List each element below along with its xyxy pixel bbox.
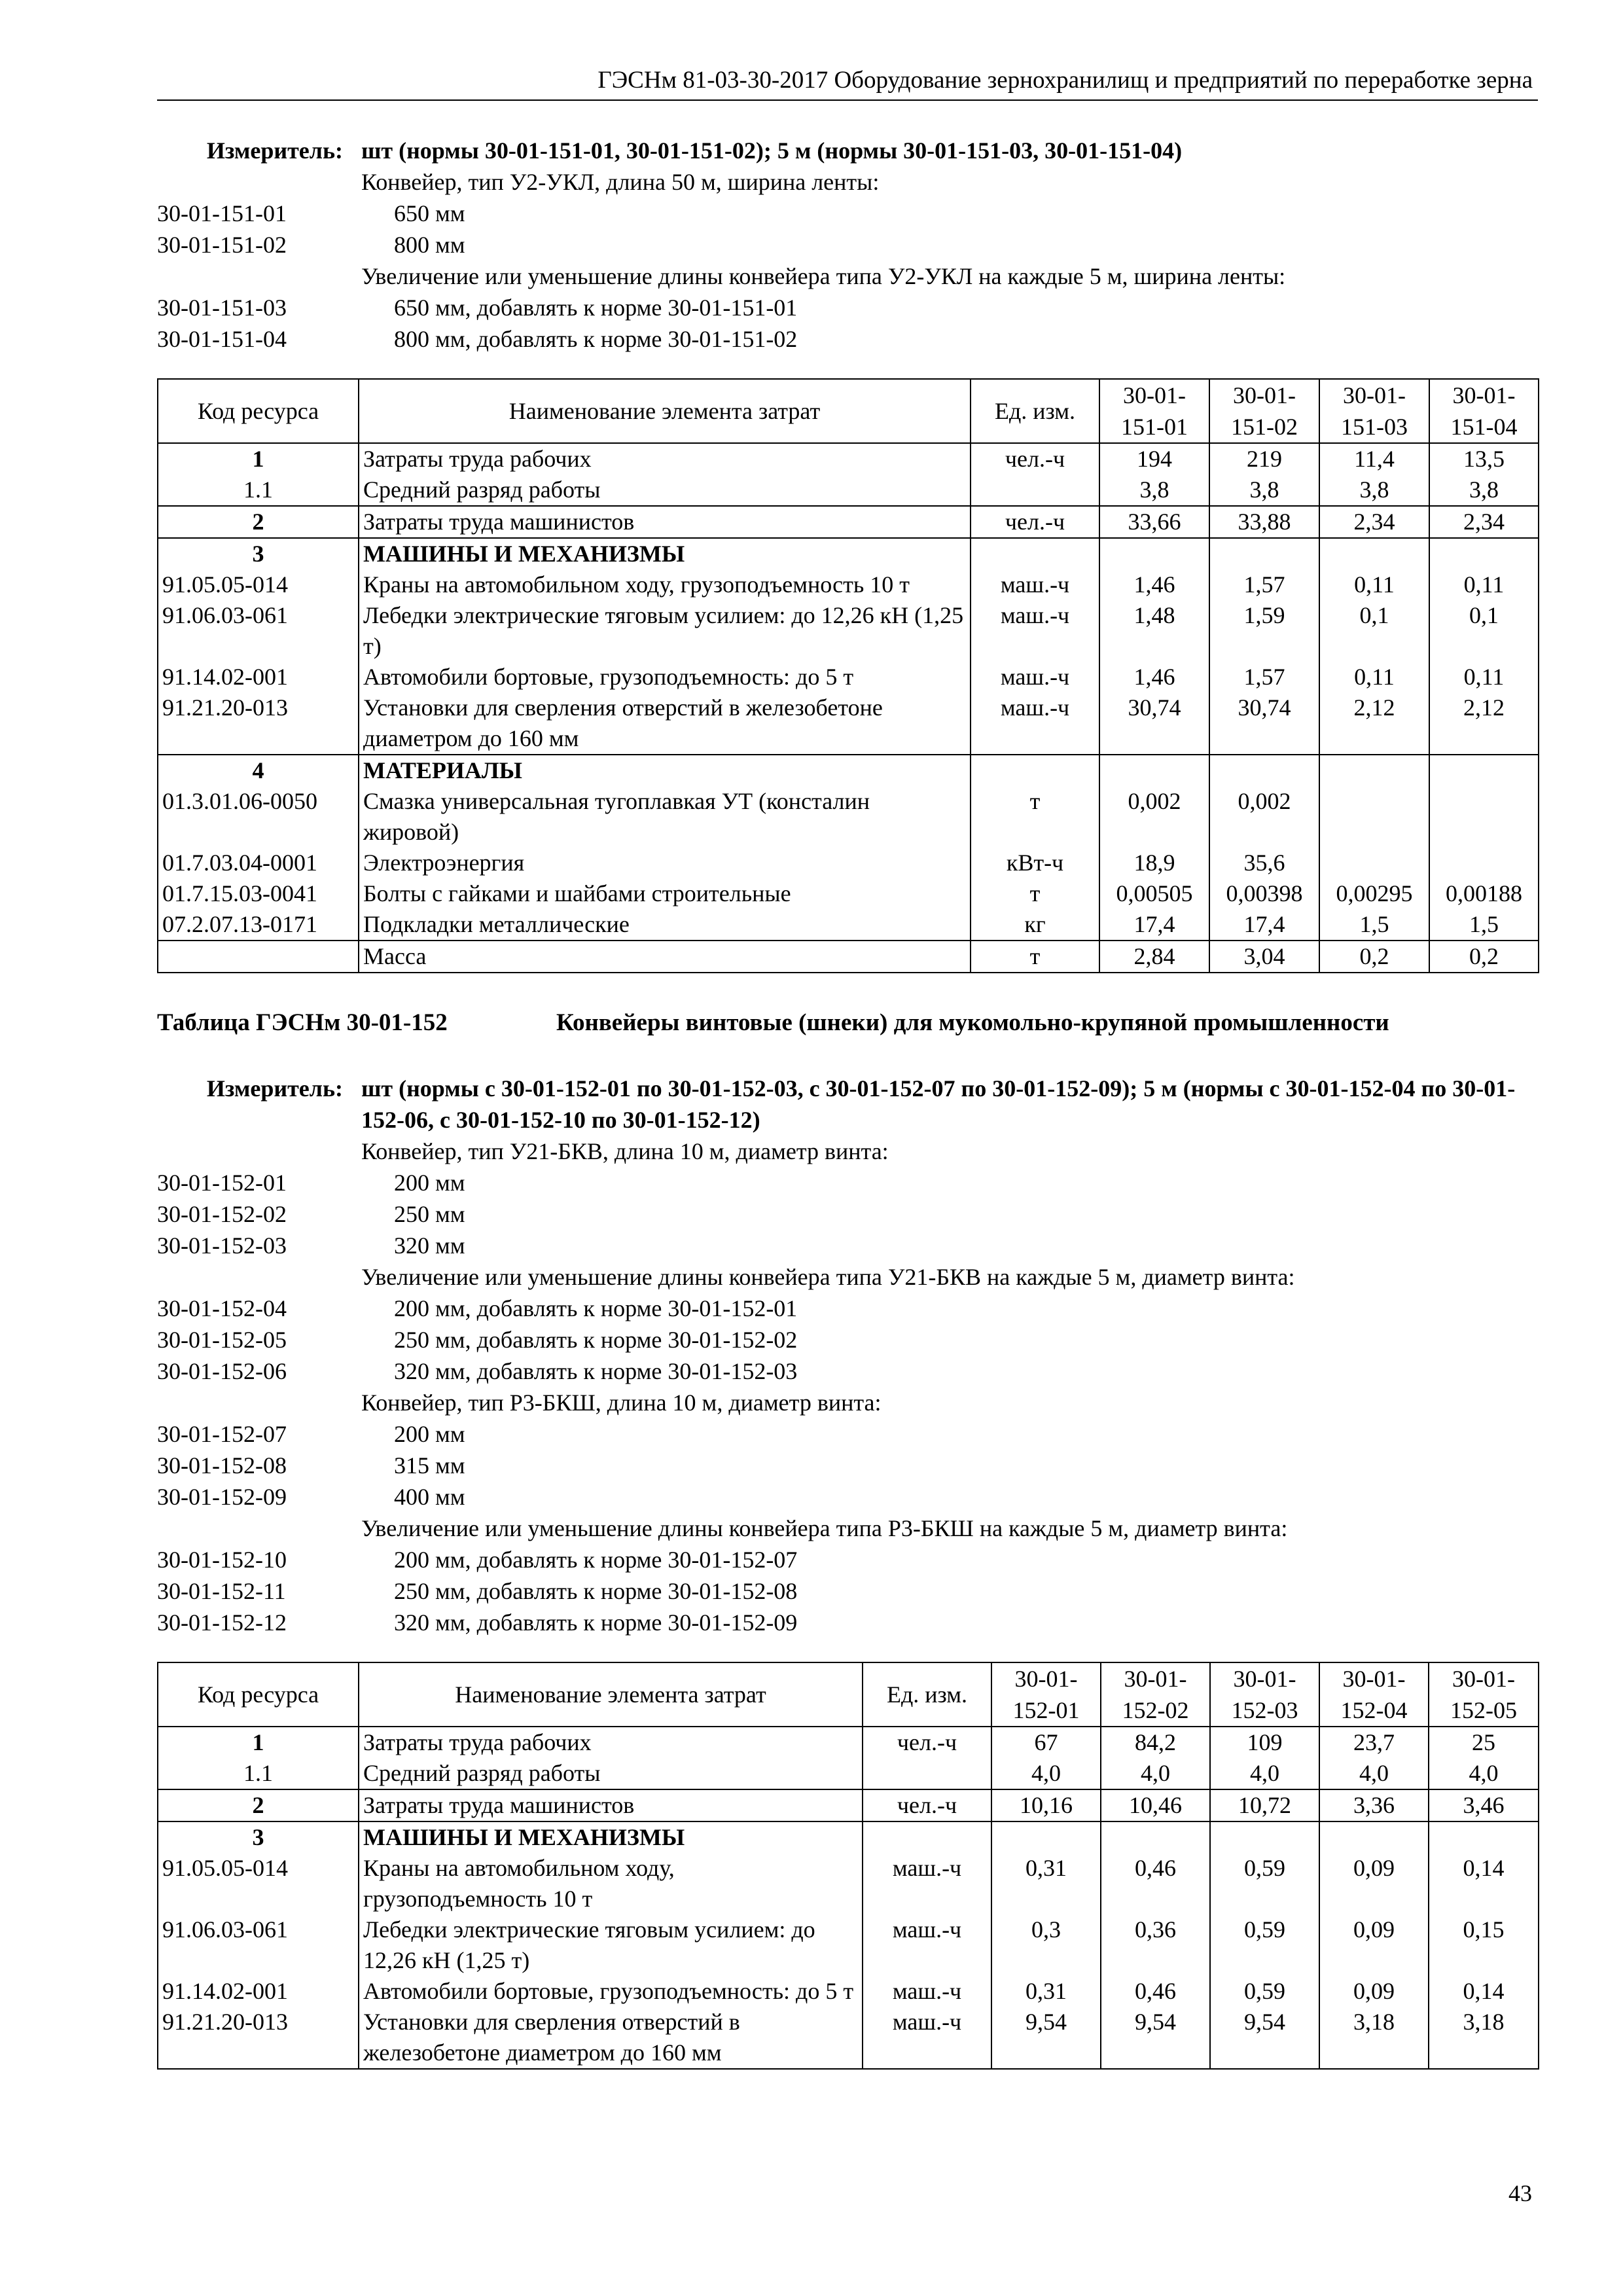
value-cell: 3,36 <box>1319 1789 1429 1821</box>
unit-cell <box>971 755 1099 786</box>
norm-line <box>157 260 1538 292</box>
value-cell: 4,0 <box>1429 1758 1539 1789</box>
measure-text: шт (нормы 30-01-151-01, 30-01-151-02); 5 м (нормы 30-01-151-03, 30-01-151-04) <box>361 137 1183 164</box>
value-cell: 0,59 <box>1210 1976 1319 2007</box>
value-cell: 0,00188 <box>1429 878 1539 909</box>
resource-name: Краны на автомобильном ходу, грузоподъемность 10 т <box>359 569 971 600</box>
value-cell: 3,8 <box>1319 475 1429 506</box>
norm-line <box>157 166 1538 198</box>
value-cell: 0,11 <box>1319 662 1429 692</box>
norm-description: 320 мм, добавлять к норме 30-01-152-03 <box>394 1358 798 1384</box>
norm-description: 800 мм <box>394 232 465 258</box>
norm-description: 400 мм <box>394 1484 465 1510</box>
table-title-152 <box>157 1007 1538 1039</box>
column-header: 30-01- 152-03 <box>1210 1662 1319 1727</box>
value-cell: 10,16 <box>991 1789 1101 1821</box>
norm-line <box>157 1607 1538 1638</box>
norm-description: 200 мм <box>394 1421 465 1447</box>
unit-cell <box>863 1758 991 1789</box>
value-cell: 3,8 <box>1099 475 1209 506</box>
norm-line <box>157 1293 1538 1324</box>
table-row <box>158 1976 1539 2007</box>
unit-cell: чел.-ч <box>971 506 1099 538</box>
value-cell <box>1429 786 1539 848</box>
table-row <box>158 786 1539 848</box>
resource-name: Краны на автомобильном ходу, грузоподъемность 10 т <box>359 1853 863 1914</box>
norm-code: 30-01-151-03 <box>157 295 287 321</box>
norm-code: 30-01-151-01 <box>157 200 287 226</box>
norm-code: 30-01-152-09 <box>157 1484 287 1510</box>
norm-description: Увеличение или уменьшение длины конвейера типа У2-УКЛ на каждые 5 м, ширина ленты: <box>361 263 1286 289</box>
value-cell: 1,57 <box>1209 662 1319 692</box>
value-cell: 13,5 <box>1429 443 1539 475</box>
value-cell <box>1429 755 1539 786</box>
value-cell: 0,59 <box>1210 1914 1319 1976</box>
resource-name: Автомобили бортовые, грузоподъемность: до 5 т <box>359 1976 863 2007</box>
value-cell: 3,04 <box>1209 941 1319 973</box>
column-header: Код ресурса <box>158 379 359 443</box>
value-cell: 17,4 <box>1099 909 1209 941</box>
value-cell: 33,88 <box>1209 506 1319 538</box>
resource-name: Затраты труда рабочих <box>359 443 971 475</box>
value-cell: 0,3 <box>991 1914 1101 1976</box>
value-cell <box>1099 755 1209 786</box>
value-cell: 4,0 <box>1319 1758 1429 1789</box>
table-row <box>158 755 1539 786</box>
value-cell: 0,09 <box>1319 1853 1429 1914</box>
resource-code: 91.06.03-061 <box>158 1914 359 1976</box>
resource-code: 01.3.01.06-0050 <box>158 786 359 848</box>
value-cell: 0,14 <box>1429 1976 1539 2007</box>
measure-label: Измеритель: <box>206 1075 343 1102</box>
norm-line <box>157 1167 1538 1198</box>
value-cell <box>991 1821 1101 1853</box>
table-row <box>158 1914 1539 1976</box>
norm-line <box>157 1355 1538 1387</box>
unit-cell: чел.-ч <box>971 443 1099 475</box>
value-cell: 0,15 <box>1429 1914 1539 1976</box>
resource-code: 3 <box>158 1821 359 1853</box>
table-row <box>158 538 1539 569</box>
norm-line <box>157 292 1538 323</box>
resource-name: Электроэнергия <box>359 848 971 878</box>
value-cell: 1,59 <box>1209 600 1319 662</box>
value-cell: 4,0 <box>1101 1758 1210 1789</box>
unit-cell: чел.-ч <box>863 1727 991 1758</box>
resource-code: 91.05.05-014 <box>158 569 359 600</box>
resource-code: 4 <box>158 755 359 786</box>
value-cell: 0,36 <box>1101 1914 1210 1976</box>
resource-name: Затраты труда машинистов <box>359 506 971 538</box>
value-cell: 0,31 <box>991 1853 1101 1914</box>
value-cell: 0,00398 <box>1209 878 1319 909</box>
unit-cell: маш.-ч <box>863 1914 991 1976</box>
table-row <box>158 2007 1539 2069</box>
value-cell: 0,31 <box>991 1976 1101 2007</box>
table-row <box>158 909 1539 941</box>
table-row <box>158 1727 1539 1758</box>
document-page <box>157 65 1538 2070</box>
norm-code: 30-01-152-08 <box>157 1452 287 1479</box>
norm-code <box>157 1136 361 1167</box>
measure-block-152 <box>157 1073 1538 1638</box>
value-cell: 2,34 <box>1319 506 1429 538</box>
resource-name: Затраты труда машинистов <box>359 1789 863 1821</box>
norm-code: 30-01-152-11 <box>157 1578 286 1604</box>
resource-code: 07.2.07.13-0171 <box>158 909 359 941</box>
norm-code <box>157 1387 361 1418</box>
unit-cell <box>971 538 1099 569</box>
norm-line <box>157 1198 1538 1230</box>
norm-code <box>157 1513 361 1544</box>
norm-code: 30-01-152-12 <box>157 1609 287 1636</box>
unit-cell: маш.-ч <box>971 600 1099 662</box>
unit-cell: маш.-ч <box>863 1853 991 1914</box>
table-row <box>158 1789 1539 1821</box>
resource-code <box>158 941 359 973</box>
norm-code: 30-01-151-02 <box>157 232 287 258</box>
norm-description: 250 мм <box>394 1201 465 1227</box>
value-cell: 4,0 <box>991 1758 1101 1789</box>
value-cell: 0,002 <box>1209 786 1319 848</box>
value-cell: 2,12 <box>1429 692 1539 755</box>
value-cell: 2,12 <box>1319 692 1429 755</box>
unit-cell: кг <box>971 909 1099 941</box>
value-cell: 3,46 <box>1429 1789 1539 1821</box>
unit-cell <box>971 475 1099 506</box>
value-cell: 194 <box>1099 443 1209 475</box>
unit-cell: маш.-ч <box>863 1976 991 2007</box>
column-header: 30-01- 152-01 <box>991 1662 1101 1727</box>
table-row <box>158 941 1539 973</box>
norm-line <box>157 323 1538 355</box>
value-cell <box>1429 1821 1539 1853</box>
unit-cell: чел.-ч <box>863 1789 991 1821</box>
resource-name: Лебедки электрические тяговым усилием: до 12,26 кН (1,25 т) <box>359 1914 863 1976</box>
value-cell <box>1319 786 1429 848</box>
value-cell <box>1429 848 1539 878</box>
table-row <box>158 692 1539 755</box>
column-header: 30-01- 151-04 <box>1429 379 1539 443</box>
norm-description: 200 мм, добавлять к норме 30-01-152-01 <box>394 1295 798 1321</box>
resource-table-151 <box>157 378 1539 973</box>
norm-line <box>157 1450 1538 1481</box>
table-row <box>158 1821 1539 1853</box>
norm-line <box>157 1418 1538 1450</box>
norm-code <box>157 1261 361 1293</box>
norm-line <box>157 1513 1538 1544</box>
value-cell: 0,00295 <box>1319 878 1429 909</box>
value-cell: 30,74 <box>1209 692 1319 755</box>
column-header: Ед. изм. <box>971 379 1099 443</box>
value-cell: 2,34 <box>1429 506 1539 538</box>
resource-name: Установки для сверления отверстий в железобетоне диаметром до 160 мм <box>359 2007 863 2069</box>
resource-code: 1.1 <box>158 475 359 506</box>
norm-line <box>157 1230 1538 1261</box>
resource-code: 91.14.02-001 <box>158 662 359 692</box>
table-row <box>158 662 1539 692</box>
value-cell <box>1429 538 1539 569</box>
column-header: 30-01- 151-02 <box>1209 379 1319 443</box>
value-cell: 0,11 <box>1429 569 1539 600</box>
norm-description: 320 мм <box>394 1232 465 1259</box>
running-header: ГЭСНм 81-03-30-2017 Оборудование зернохранилищ и предприятий по переработке зерна <box>157 65 1538 101</box>
unit-cell: кВт-ч <box>971 848 1099 878</box>
value-cell: 18,9 <box>1099 848 1209 878</box>
unit-cell: маш.-ч <box>971 692 1099 755</box>
norm-line <box>157 1544 1538 1575</box>
resource-name: Смазка универсальная тугоплавкая УТ (консталин жировой) <box>359 786 971 848</box>
value-cell: 0,00505 <box>1099 878 1209 909</box>
norm-code: 30-01-151-04 <box>157 326 287 352</box>
value-cell: 3,18 <box>1319 2007 1429 2069</box>
unit-cell: маш.-ч <box>971 569 1099 600</box>
resource-code: 91.21.20-013 <box>158 2007 359 2069</box>
resource-code: 2 <box>158 1789 359 1821</box>
value-cell: 30,74 <box>1099 692 1209 755</box>
norm-code: 30-01-152-02 <box>157 1201 287 1227</box>
norm-code: 30-01-152-07 <box>157 1421 287 1447</box>
resource-name: МАШИНЫ И МЕХАНИЗМЫ <box>359 1821 863 1853</box>
value-cell: 33,66 <box>1099 506 1209 538</box>
norm-description: 250 мм, добавлять к норме 30-01-152-08 <box>394 1578 798 1604</box>
value-cell: 0,002 <box>1099 786 1209 848</box>
norm-description: 650 мм <box>394 200 465 226</box>
resource-name: Затраты труда рабочих <box>359 1727 863 1758</box>
value-cell <box>1209 538 1319 569</box>
unit-cell: маш.-ч <box>971 662 1099 692</box>
value-cell: 10,46 <box>1101 1789 1210 1821</box>
value-cell: 35,6 <box>1209 848 1319 878</box>
resource-code: 1 <box>158 443 359 475</box>
value-cell: 0,46 <box>1101 1976 1210 2007</box>
column-header: 30-01- 151-01 <box>1099 379 1209 443</box>
column-header: 30-01- 152-04 <box>1319 1662 1429 1727</box>
norm-description: Конвейер, тип У2-УКЛ, длина 50 м, ширина ленты: <box>361 169 880 195</box>
resource-name: Установки для сверления отверстий в железобетоне диаметром до 160 мм <box>359 692 971 755</box>
resource-code: 1 <box>158 1727 359 1758</box>
norm-description: 320 мм, добавлять к норме 30-01-152-09 <box>394 1609 798 1636</box>
norm-line <box>157 1575 1538 1607</box>
norm-description: 250 мм, добавлять к норме 30-01-152-02 <box>394 1327 798 1353</box>
norm-line <box>157 198 1538 229</box>
norm-code: 30-01-152-06 <box>157 1358 287 1384</box>
value-cell <box>1101 1821 1210 1853</box>
norm-description: 800 мм, добавлять к норме 30-01-151-02 <box>394 326 798 352</box>
norm-line <box>157 1324 1538 1355</box>
resource-code: 91.21.20-013 <box>158 692 359 755</box>
resource-code: 91.05.05-014 <box>158 1853 359 1914</box>
value-cell: 0,2 <box>1429 941 1539 973</box>
column-header: Код ресурса <box>158 1662 359 1727</box>
norm-line <box>157 1387 1538 1418</box>
norm-code: 30-01-152-05 <box>157 1327 287 1353</box>
value-cell: 3,8 <box>1209 475 1319 506</box>
value-cell: 219 <box>1209 443 1319 475</box>
resource-name: МАШИНЫ И МЕХАНИЗМЫ <box>359 538 971 569</box>
value-cell <box>1319 1821 1429 1853</box>
value-cell: 10,72 <box>1210 1789 1319 1821</box>
value-cell: 0,59 <box>1210 1853 1319 1914</box>
norm-description: 200 мм, добавлять к норме 30-01-152-07 <box>394 1547 798 1573</box>
table-name: Конвейеры винтовые (шнеки) для мукомольно-крупяной промышленности <box>556 1009 1389 1036</box>
resource-code: 01.7.03.04-0001 <box>158 848 359 878</box>
value-cell <box>1209 755 1319 786</box>
table-row <box>158 506 1539 538</box>
unit-cell: т <box>971 786 1099 848</box>
value-cell <box>1319 755 1429 786</box>
column-header: 30-01- 152-02 <box>1101 1662 1210 1727</box>
resource-name: МАТЕРИАЛЫ <box>359 755 971 786</box>
value-cell: 0,09 <box>1319 1914 1429 1976</box>
column-header: 30-01- 151-03 <box>1319 379 1429 443</box>
resource-code: 01.7.15.03-0041 <box>158 878 359 909</box>
resource-code: 91.06.03-061 <box>158 600 359 662</box>
value-cell: 9,54 <box>1101 2007 1210 2069</box>
norm-code: 30-01-152-10 <box>157 1547 287 1573</box>
value-cell: 0,1 <box>1429 600 1539 662</box>
value-cell: 1,5 <box>1429 909 1539 941</box>
table-row <box>158 1758 1539 1789</box>
resource-name: Средний разряд работы <box>359 475 971 506</box>
table-row <box>158 1853 1539 1914</box>
page-number: 43 <box>1508 2180 1532 2206</box>
measure-text: шт (нормы с 30-01-152-01 по 30-01-152-03, с 30-01-152-07 по 30-01-152-09); 5 м (нормы с 30-01-152-04 по 30-01-152-06, с 30-01-152-10 по 30-01-152-12) <box>361 1075 1516 1133</box>
unit-cell: т <box>971 941 1099 973</box>
norm-description: Увеличение или уменьшение длины конвейера типа Р3-БКШ на каждые 5 м, диаметр винта: <box>361 1515 1288 1541</box>
norm-code: 30-01-152-04 <box>157 1295 287 1321</box>
table-row <box>158 443 1539 475</box>
value-cell: 4,0 <box>1210 1758 1319 1789</box>
value-cell: 11,4 <box>1319 443 1429 475</box>
value-cell: 1,46 <box>1099 569 1209 600</box>
measure-block-151 <box>157 135 1538 355</box>
value-cell: 84,2 <box>1101 1727 1210 1758</box>
norm-description: Конвейер, тип Р3-БКШ, длина 10 м, диаметр винта: <box>361 1390 882 1416</box>
value-cell: 0,09 <box>1319 1976 1429 2007</box>
value-cell <box>1319 538 1429 569</box>
norm-line <box>157 1136 1538 1167</box>
norm-description: 315 мм <box>394 1452 465 1479</box>
table-row <box>158 475 1539 506</box>
resource-code: 2 <box>158 506 359 538</box>
table-row <box>158 600 1539 662</box>
value-cell: 67 <box>991 1727 1101 1758</box>
value-cell: 23,7 <box>1319 1727 1429 1758</box>
value-cell: 25 <box>1429 1727 1539 1758</box>
unit-cell <box>863 1821 991 1853</box>
norm-description: Конвейер, тип У21-БКВ, длина 10 м, диаметр винта: <box>361 1138 889 1164</box>
table-row <box>158 848 1539 878</box>
resource-table-152 <box>157 1662 1539 2070</box>
norm-code: 30-01-152-03 <box>157 1232 287 1259</box>
norm-line <box>157 1481 1538 1513</box>
value-cell: 1,46 <box>1099 662 1209 692</box>
value-cell: 0,2 <box>1319 941 1429 973</box>
value-cell: 3,18 <box>1429 2007 1539 2069</box>
norm-code: 30-01-152-01 <box>157 1170 287 1196</box>
resource-name: Масса <box>359 941 971 973</box>
value-cell: 0,11 <box>1429 662 1539 692</box>
resource-name: Болты с гайками и шайбами строительные <box>359 878 971 909</box>
value-cell: 109 <box>1210 1727 1319 1758</box>
resource-name: Подкладки металлические <box>359 909 971 941</box>
measure-label: Измеритель: <box>206 137 343 164</box>
table-row <box>158 878 1539 909</box>
value-cell: 0,14 <box>1429 1853 1539 1914</box>
value-cell: 0,11 <box>1319 569 1429 600</box>
resource-name: Средний разряд работы <box>359 1758 863 1789</box>
resource-name: Автомобили бортовые, грузоподъемность: до 5 т <box>359 662 971 692</box>
value-cell: 3,8 <box>1429 475 1539 506</box>
value-cell <box>1210 1821 1319 1853</box>
value-cell: 1,5 <box>1319 909 1429 941</box>
value-cell: 17,4 <box>1209 909 1319 941</box>
norm-line <box>157 229 1538 260</box>
resource-code: 91.14.02-001 <box>158 1976 359 2007</box>
table-label: Таблица ГЭСНм 30-01-152 <box>157 1009 448 1036</box>
norm-description: 650 мм, добавлять к норме 30-01-151-01 <box>394 295 798 321</box>
resource-code: 3 <box>158 538 359 569</box>
column-header: 30-01- 152-05 <box>1429 1662 1539 1727</box>
value-cell: 9,54 <box>1210 2007 1319 2069</box>
table-row <box>158 569 1539 600</box>
norm-code <box>157 260 361 292</box>
column-header: Ед. изм. <box>863 1662 991 1727</box>
resource-name: Лебедки электрические тяговым усилием: до 12,26 кН (1,25 т) <box>359 600 971 662</box>
value-cell: 1,57 <box>1209 569 1319 600</box>
unit-cell: маш.-ч <box>863 2007 991 2069</box>
value-cell: 2,84 <box>1099 941 1209 973</box>
column-header: Наименование элемента затрат <box>359 379 971 443</box>
value-cell: 9,54 <box>991 2007 1101 2069</box>
value-cell: 0,46 <box>1101 1853 1210 1914</box>
unit-cell: т <box>971 878 1099 909</box>
value-cell: 1,48 <box>1099 600 1209 662</box>
resource-code: 1.1 <box>158 1758 359 1789</box>
value-cell: 0,1 <box>1319 600 1429 662</box>
column-header: Наименование элемента затрат <box>359 1662 863 1727</box>
norm-description: 200 мм <box>394 1170 465 1196</box>
value-cell <box>1099 538 1209 569</box>
norm-description: Увеличение или уменьшение длины конвейера типа У21-БКВ на каждые 5 м, диаметр винта: <box>361 1264 1295 1290</box>
value-cell <box>1319 848 1429 878</box>
norm-line <box>157 1261 1538 1293</box>
norm-code <box>157 166 361 198</box>
